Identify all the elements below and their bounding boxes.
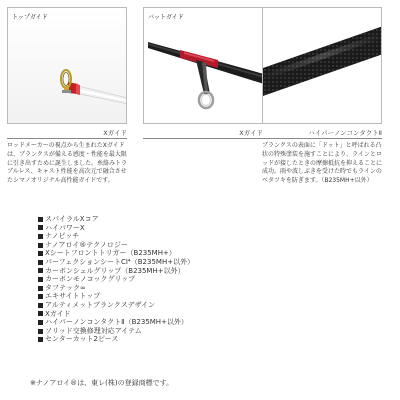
square-bullet-icon (38, 251, 43, 256)
spec-item-label: ナノピッチ (45, 232, 80, 241)
square-bullet-icon (38, 329, 43, 334)
spec-item (38, 275, 338, 284)
square-bullet-icon (38, 260, 43, 265)
spec-item (38, 258, 338, 267)
feature-label: ハイパーノンコンタクトⅡ (262, 128, 382, 139)
feature-label: Xガイド (7, 128, 127, 139)
spec-item-label: Xガイド (45, 309, 71, 318)
feature-label: Xガイド (143, 128, 263, 139)
spec-item (38, 215, 338, 224)
square-bullet-icon (38, 243, 43, 248)
spec-item (38, 292, 338, 301)
butt-guide-image (144, 8, 263, 124)
spec-item (38, 318, 338, 327)
feature-description: ロッドメーカーの視点から生まれたXガイドは、ブランクスが備える感度・性能を最大限に引き出すために誕生しました。糸絡みトラブルレス、キャスト性能を高次元で融合させたシマノオリジナル高性能ガイドです。 (7, 142, 128, 185)
spec-item-label: カーボンモノコックグリップ (45, 275, 136, 284)
feature-panel-butt-guide (143, 7, 263, 207)
square-bullet-icon (38, 303, 43, 308)
square-bullet-icon (38, 286, 43, 291)
square-bullet-icon (38, 337, 43, 342)
feature-description: ブランクスの表面に「ドット」と呼ばれる凸状の特殊塗装を施すことにより、ラインとロッドが接したときの摩擦抵抗を抑えることに成功。雨や波しぶきを受けた時でもラインのベタツキを防ぎます。（B235MH+以外） (262, 142, 383, 185)
spec-item-label: ハイパワーX (45, 223, 85, 232)
spec-item-label: パーフェクションシートCI⁴（B235MH+以外） (45, 257, 195, 266)
spec-item-label: ハイパーノンコンタクトⅡ（B235MH+以外） (45, 318, 188, 327)
spec-item-label: Xシートフロントトリガー（B235MH+） (45, 249, 176, 258)
spec-item (38, 267, 338, 276)
square-bullet-icon (38, 217, 43, 222)
blank-surface-image (263, 8, 382, 124)
trademark-footnote: ※ナノアロイ®は、東レ(株)の登録商標です。 (30, 379, 174, 387)
spec-item (38, 284, 338, 293)
square-bullet-icon (38, 294, 43, 299)
spec-item-label: ナノアロイ®テクノロジー (45, 240, 128, 249)
spec-item (38, 310, 338, 319)
spec-item (38, 241, 338, 250)
top-guide-image (8, 8, 127, 124)
spec-item-label: ソリッド交換修理対応アイテム (45, 326, 142, 335)
square-bullet-icon (38, 268, 43, 273)
butt-guide-photo (143, 7, 263, 124)
spec-item (38, 224, 338, 233)
spec-list (38, 215, 338, 344)
square-bullet-icon (38, 277, 43, 282)
spec-item (38, 232, 338, 241)
square-bullet-icon (38, 225, 43, 230)
spec-item-label: タフテック∞ (45, 283, 86, 292)
top-guide-photo (7, 7, 127, 124)
photo-caption: バットガイド (148, 14, 184, 21)
spec-item-label: センターカット2ピース (45, 335, 119, 344)
spec-item (38, 301, 338, 310)
spec-item-label: エキサイトトップ (45, 292, 101, 301)
spec-item-label: カーボンシェルグリップ（B235MH+以外） (45, 266, 185, 275)
square-bullet-icon (38, 311, 43, 316)
feature-panel-hyper-non-contact (262, 7, 382, 207)
photo-caption: トップガイド (12, 14, 48, 21)
feature-panel-top-guide (7, 7, 127, 207)
spec-item-label: スパイラルXコア (45, 215, 99, 223)
blank-surface-photo (262, 7, 382, 124)
spec-item (38, 335, 338, 344)
spec-item-label: アルティメットブランクスデザイン (45, 300, 156, 309)
square-bullet-icon (38, 234, 43, 239)
spec-item (38, 249, 338, 258)
square-bullet-icon (38, 320, 43, 325)
